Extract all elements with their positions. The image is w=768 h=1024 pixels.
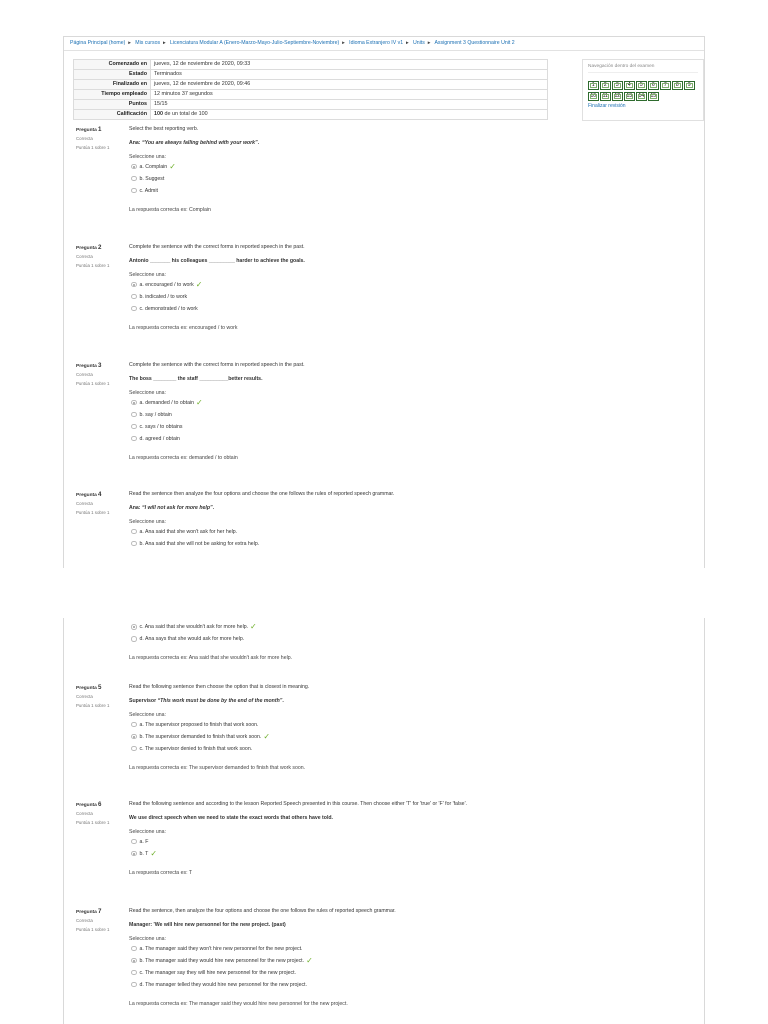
question-content <box>129 908 689 1008</box>
question-sentence: The boss ________ the staff __________better results. <box>129 375 263 382</box>
quiz-nav-button[interactable]: 3 <box>612 81 623 90</box>
quiz-nav-button[interactable]: 11 <box>600 92 611 101</box>
grade-value: 100 <box>154 111 163 117</box>
select-one-label: Seleccione una: <box>129 935 166 942</box>
radio-button[interactable] <box>131 436 137 442</box>
quiz-nav-button[interactable]: 6 <box>648 81 659 90</box>
select-one-label: Seleccione una: <box>129 153 166 160</box>
question-state: Correcta <box>76 501 93 507</box>
question-prompt: Read the following sentence and according to the lesson Reported Speech presented in this course. Then choose either 'T' for 'true' or 'F' for 'false'. <box>129 801 468 807</box>
radio-button[interactable] <box>131 746 137 752</box>
question-state: Correcta <box>76 372 93 378</box>
breadcrumb: Página Principal (home) ► Mis cursos ► Licenciatura Modular A (Enero-Marzo-Mayo-Julio-Septiembre-Noviembre) ► Idioma Extranjero IV v1 ► Units ► Assignment 3 Questionnaire Unit 2 <box>64 37 704 51</box>
answer-option[interactable]: a. F <box>129 836 689 848</box>
radio-button[interactable] <box>131 164 137 170</box>
question-sentence: Ana: “You are always falling behind with your work”. <box>129 139 260 146</box>
correct-answer-feedback: La respuesta correcta es: Ana said that she wouldn't ask for more help. <box>129 655 293 661</box>
answer-option[interactable]: a. The manager said they won't hire new personnel for the new project. <box>129 943 689 955</box>
checkmark-icon: ✓ <box>150 848 158 858</box>
question-sentence: Ana: “I will not ask for more help”. <box>129 504 215 511</box>
radio-button[interactable] <box>131 734 137 740</box>
quiz-navigation-title: Navegación dentro del examen <box>588 64 698 73</box>
question-info: Pregunta 6 Correcta Puntúa 1 sobre 1 <box>76 801 126 827</box>
radio-button[interactable] <box>131 400 137 406</box>
quiz-navigation-grid <box>588 81 696 101</box>
question-grade: Puntúa 1 sobre 1 <box>76 702 110 708</box>
quiz-nav-button[interactable]: 2 <box>600 81 611 90</box>
select-one-label: Seleccione una: <box>129 389 166 396</box>
radio-button[interactable] <box>131 294 137 300</box>
question-prompt: Complete the sentence with the correct forms in reported speech in the past. <box>129 244 305 250</box>
radio-button[interactable] <box>131 282 137 288</box>
question-grade: Puntúa 1 sobre 1 <box>76 509 110 515</box>
question-number: 4 <box>98 491 102 498</box>
select-one-label: Seleccione una: <box>129 518 166 525</box>
question-number: 6 <box>98 801 102 808</box>
quiz-nav-button[interactable]: 7 <box>660 81 671 90</box>
radio-button[interactable] <box>131 412 137 418</box>
answer-option[interactable]: b. T ✓ <box>129 848 689 860</box>
breadcrumb-link-units[interactable]: Units <box>413 40 425 46</box>
question-sentence: We use direct speech when we need to state the exact words that others have told. <box>129 814 333 821</box>
quiz-navigation-block <box>582 59 704 121</box>
question-grade: Puntúa 1 sobre 1 <box>76 262 110 268</box>
radio-button[interactable] <box>131 982 137 988</box>
question-prompt: Read the following sentence then choose the option that is closest in meaning. <box>129 684 310 690</box>
summary-row: Calificación 100 de un total de 100 <box>74 110 548 120</box>
answer-option[interactable]: a. The supervisor proposed to finish that work soon. <box>129 719 689 731</box>
question-content <box>129 244 689 332</box>
radio-button[interactable] <box>131 424 137 430</box>
answer-option[interactable]: c. The supervisor denied to finish that work soon. <box>129 743 689 755</box>
select-one-label: Seleccione una: <box>129 711 166 718</box>
answer-option[interactable]: a. demanded / to obtain ✓ <box>129 397 689 409</box>
question-state: Correcta <box>76 254 93 260</box>
breadcrumb-link-program[interactable]: Licenciatura Modular A (Enero-Marzo-Mayo-Julio-Septiembre-Noviembre) <box>170 40 340 46</box>
correct-answer-feedback: La respuesta correcta es: The manager said they would hire new personnel for the new project. <box>129 1000 348 1007</box>
answer-option[interactable]: c. says / to obtains <box>129 421 689 433</box>
summary-row: Comenzado en jueves, 12 de noviembre de 2020, 09:33 <box>74 60 548 70</box>
radio-button[interactable] <box>131 946 137 952</box>
radio-button[interactable] <box>131 624 137 630</box>
summary-row: Finalizado en jueves, 12 de noviembre de 2020, 09:46 <box>74 80 548 90</box>
quiz-nav-button[interactable]: 8 <box>672 81 683 90</box>
question-state: Correcta <box>76 136 93 142</box>
page-sheet-1 <box>63 36 705 568</box>
question-content <box>129 126 689 214</box>
radio-button[interactable] <box>131 722 137 728</box>
answer-option[interactable]: d. Ana says that she would ask for more help. <box>129 633 689 645</box>
question-state: Correcta <box>76 811 93 817</box>
answer-option[interactable]: b. The supervisor demanded to finish that work soon. ✓ <box>129 731 689 743</box>
question-sentence: Antonio _______ his colleagues _________ harder to achieve the goals. <box>129 257 305 264</box>
question-number: 5 <box>98 684 102 691</box>
checkmark-icon: ✓ <box>196 397 203 407</box>
radio-button[interactable] <box>131 176 137 182</box>
question-number: 7 <box>98 908 102 915</box>
question-sentence: Supervisor “This work must be done by the end of the month”. <box>129 697 284 704</box>
correct-answer-feedback: La respuesta correcta es: demanded / to obtain <box>129 454 238 461</box>
breadcrumb-link-assignment[interactable]: Assignment 3 Questionnaire Unit 2 <box>434 40 515 46</box>
breadcrumb-link-course[interactable]: Idioma Extranjero IV v1 <box>349 40 404 46</box>
question-grade: Puntúa 1 sobre 1 <box>76 380 110 386</box>
answer-option[interactable]: c. The manager say they will hire new personnel for the new project. <box>129 967 689 979</box>
answer-option[interactable]: b. indicated / to work <box>129 291 689 303</box>
quiz-nav-button[interactable]: 9 <box>684 81 695 90</box>
question-sentence: Manager: 'We will hire new personnel for the new project. (past) <box>129 921 286 928</box>
quiz-nav-button[interactable]: 14 <box>636 92 647 101</box>
correct-answer-feedback: La respuesta correcta es: encouraged / to work <box>129 324 238 331</box>
answer-option[interactable]: b. say / obtain <box>129 409 689 421</box>
select-one-label: Seleccione una: <box>129 828 166 835</box>
correct-answer-feedback: La respuesta correcta es: The supervisor demanded to finish that work soon. <box>129 764 306 771</box>
answer-option[interactable]: c. Ana said that she wouldn't ask for more help. ✓ <box>129 621 689 633</box>
question-content <box>129 801 689 877</box>
question-state: Correcta <box>76 694 93 700</box>
answer-option[interactable]: d. The manager telled they would hire new personnel for the new project. <box>129 979 689 991</box>
radio-button[interactable] <box>131 529 137 535</box>
quiz-nav-button[interactable]: 12 <box>612 92 623 101</box>
radio-button[interactable] <box>131 541 137 547</box>
question-content <box>129 362 689 462</box>
summary-row: Estado Terminados <box>74 70 548 80</box>
answer-option[interactable]: a. Complain ✓ <box>129 161 689 173</box>
answer-option[interactable]: a. Ana said that she won't ask for her help. <box>129 526 689 538</box>
question-content <box>129 684 689 772</box>
answer-option[interactable]: c. demonstrated / to work <box>129 303 689 315</box>
radio-button[interactable] <box>131 306 137 312</box>
correct-answer-feedback: La respuesta correcta es: T <box>129 869 193 876</box>
correct-answer-feedback: La respuesta correcta es: Complain <box>129 206 211 213</box>
question-info: Pregunta 1 Correcta Puntúa 1 sobre 1 <box>76 126 126 152</box>
select-one-label: Seleccione una: <box>129 271 166 278</box>
answer-option[interactable]: b. Ana said that she will not be asking for extra help. <box>129 538 689 550</box>
radio-button[interactable] <box>131 958 137 964</box>
question-number: 1 <box>98 126 102 133</box>
checkmark-icon: ✓ <box>306 955 313 965</box>
answer-option[interactable]: c. Admit <box>129 185 689 197</box>
quiz-nav-button[interactable]: 4 <box>624 81 635 90</box>
question-prompt: Read the sentence then analyze the four options and choose the one follows the rules of reported speech grammar. <box>129 491 395 497</box>
question-prompt: Select the best reporting verb. <box>129 126 199 132</box>
question-prompt: Complete the sentence with the correct forms in reported speech in the past. <box>129 362 305 368</box>
quiz-nav-button[interactable]: 13 <box>624 92 635 101</box>
quiz-nav-button[interactable]: 15 <box>648 92 659 101</box>
radio-button[interactable] <box>131 188 137 194</box>
question-number: 3 <box>98 362 102 369</box>
quiz-nav-button[interactable]: 1 <box>588 81 599 90</box>
question-info: Pregunta 5 Correcta Puntúa 1 sobre 1 <box>76 684 126 710</box>
quiz-nav-button[interactable]: 10 <box>588 92 599 101</box>
question-grade: Puntúa 1 sobre 1 <box>76 926 110 932</box>
answer-option[interactable]: b. The manager said they would hire new personnel for the new project. ✓ <box>129 955 689 967</box>
breadcrumb-link-home[interactable]: Página Principal (home) <box>70 40 126 46</box>
checkmark-icon: ✓ <box>250 622 257 631</box>
finish-review-link[interactable]: Finalizar revisión <box>588 102 626 109</box>
summary-row: Puntos 15/15 <box>74 100 548 110</box>
radio-button[interactable] <box>131 851 137 857</box>
question-info: Pregunta 4 Correcta Puntúa 1 sobre 1 <box>76 491 126 517</box>
answer-option[interactable]: d. agreed / obtain <box>129 433 689 445</box>
question-info: Pregunta 3 Correcta Puntúa 1 sobre 1 <box>76 362 126 388</box>
checkmark-icon: ✓ <box>195 279 203 289</box>
radio-button[interactable] <box>131 636 137 642</box>
question-content <box>129 621 689 662</box>
checkmark-icon: ✓ <box>169 161 176 171</box>
question-info: Pregunta 7 Correcta Puntúa 1 sobre 1 <box>76 908 126 934</box>
question-content <box>129 491 689 550</box>
question-info: Pregunta 2 Correcta Puntúa 1 sobre 1 <box>76 244 126 270</box>
attempt-summary-table <box>73 59 548 120</box>
quiz-nav-button[interactable]: 5 <box>636 81 647 90</box>
answer-option[interactable]: b. Suggest <box>129 173 689 185</box>
question-state: Correcta <box>76 918 93 924</box>
page-sheet-2 <box>63 618 705 1024</box>
breadcrumb-link-courses[interactable]: Mis cursos <box>135 40 161 46</box>
question-number: 2 <box>98 244 102 251</box>
answer-option[interactable]: a. encouraged / to work ✓ <box>129 279 689 291</box>
radio-button[interactable] <box>131 839 137 845</box>
question-prompt: Read the sentence, then analyze the four options and choose the one follows the rules of reported speech grammar. <box>129 908 396 914</box>
question-grade: Puntúa 1 sobre 1 <box>76 819 110 825</box>
question-grade: Puntúa 1 sobre 1 <box>76 144 110 150</box>
checkmark-icon: ✓ <box>263 731 271 741</box>
radio-button[interactable] <box>131 970 137 976</box>
summary-row: Tiempo empleado 12 minutos 37 segundos <box>74 90 548 100</box>
